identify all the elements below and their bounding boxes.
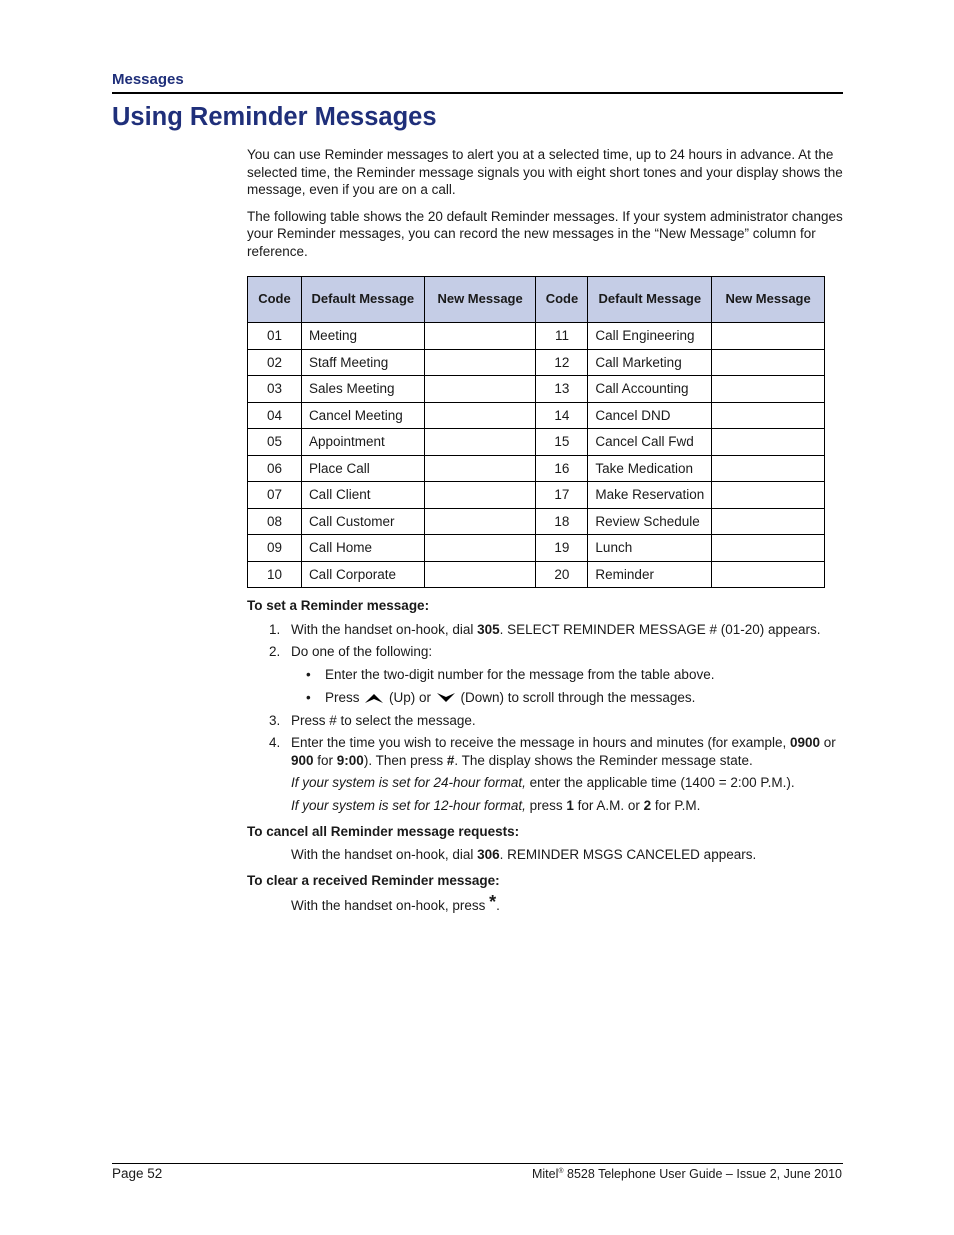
default-message-cell: Reminder [588, 561, 712, 588]
step-text: . [496, 897, 500, 913]
new-message-cell [712, 349, 825, 376]
table-row [248, 376, 825, 403]
code-cell: 17 [536, 482, 588, 509]
table-row [248, 508, 825, 535]
new-message-cell [712, 535, 825, 562]
step-item [247, 621, 847, 639]
header-code: Code [536, 277, 588, 323]
code-cell: 12 [536, 349, 588, 376]
default-message-cell: Meeting [301, 323, 424, 350]
step-text: Enter the time you wish to receive the message in hours and minutes (for example, [291, 735, 790, 750]
list-item [291, 689, 847, 707]
new-message-cell [712, 455, 825, 482]
default-message-cell: Call Corporate [301, 561, 424, 588]
code-cell: 06 [248, 455, 302, 482]
note-text: for A.M. or [573, 797, 644, 813]
step-text: . REMINDER MSGS CANCELED appears. [499, 846, 757, 862]
code-cell: 03 [248, 376, 302, 403]
step-text: Do one of the following: [291, 644, 433, 659]
default-message-cell: Call Marketing [588, 349, 712, 376]
bullet-icon: • [306, 666, 311, 682]
star-key-icon: * [489, 891, 497, 912]
header-default-message: Default Message [588, 277, 712, 323]
step-text: for [313, 752, 337, 768]
table-row [248, 402, 825, 429]
note-text: enter the applicable time (1400 = 2:00 P.M.). [525, 775, 795, 790]
new-message-cell [712, 376, 825, 403]
default-message-cell: Staff Meeting [301, 349, 424, 376]
table-row [248, 323, 825, 350]
code-cell: 01 [248, 323, 302, 350]
code-cell: 09 [248, 535, 302, 562]
new-message-cell [424, 349, 536, 376]
code-cell: 19 [536, 535, 588, 562]
default-message-cell: Review Schedule [588, 508, 712, 535]
key-label: 2 [643, 797, 652, 813]
new-message-cell [424, 402, 536, 429]
new-message-cell [424, 376, 536, 403]
new-message-cell [712, 561, 825, 588]
default-message-cell: Call Client [301, 482, 424, 509]
default-message-cell: Lunch [588, 535, 712, 562]
default-message-cell: Call Accounting [588, 376, 712, 403]
new-message-cell [712, 508, 825, 535]
bullet-icon: • [306, 690, 311, 705]
default-message-cell: Place Call [301, 455, 424, 482]
registered-mark: ® [558, 1167, 564, 1175]
step-text: ). Then press [363, 752, 447, 768]
table-row [248, 482, 825, 509]
brand-name: Mitel [531, 1167, 559, 1181]
bullet-text: Press [325, 690, 364, 705]
dial-code: 306 [477, 846, 500, 862]
header-default-message: Default Message [301, 277, 424, 323]
cancel-reminders-heading: To cancel all Reminder message requests: [247, 824, 520, 839]
code-cell: 16 [536, 455, 588, 482]
code-cell: 20 [536, 561, 588, 588]
cancel-reminders-text [247, 846, 847, 864]
intro-paragraph-2: The following table shows the 20 default Reminder messages. If your system administrator changes your Reminder messages, you can record the new messages in the “New Message” column for reference. [247, 208, 843, 259]
new-message-cell [712, 323, 825, 350]
code-cell: 10 [248, 561, 302, 588]
new-message-cell [424, 508, 536, 535]
key-label: # [446, 752, 455, 768]
note-italic: If your system is set for 12-hour format, [291, 797, 526, 813]
new-message-cell [712, 402, 825, 429]
new-message-cell [424, 535, 536, 562]
note-text: for P.M. [651, 797, 701, 813]
default-message-cell: Sales Meeting [301, 376, 424, 403]
new-message-cell [712, 429, 825, 456]
step-text: . The display shows the Reminder message state. [454, 752, 753, 768]
default-message-cell: Take Medication [588, 455, 712, 482]
default-message-cell: Cancel DND [588, 402, 712, 429]
step-text: Press # to select the message. [291, 712, 476, 728]
clear-reminder-heading: To clear a received Reminder message: [247, 873, 500, 888]
list-item [291, 666, 847, 684]
table-row [248, 535, 825, 562]
table-row [248, 561, 825, 588]
bullet-text: (Down) to scroll through the messages. [456, 690, 696, 705]
step-number: 1. [269, 621, 281, 637]
page-title: Using Reminder Messages [112, 103, 437, 131]
table-row [248, 349, 825, 376]
header-new-message: New Message [712, 277, 825, 323]
code-cell: 08 [248, 508, 302, 535]
default-message-cell: Call Customer [301, 508, 424, 535]
table-row [248, 429, 825, 456]
code-cell: 07 [248, 482, 302, 509]
code-cell: 05 [248, 429, 302, 456]
default-message-cell: Call Home [301, 535, 424, 562]
bullet-text: Enter the two-digit number for the message from the table above. [325, 666, 715, 682]
set-reminder-steps [247, 621, 847, 815]
default-message-cell: Cancel Meeting [301, 402, 424, 429]
header-rule [112, 92, 843, 94]
page-number: Page 52 [112, 1166, 163, 1181]
new-message-cell [712, 482, 825, 509]
bullet-text: (Up) or [385, 690, 435, 705]
header-new-message: New Message [424, 277, 536, 323]
step-text: With the handset on-hook, dial [291, 621, 478, 637]
new-message-cell [424, 429, 536, 456]
default-message-cell: Make Reservation [588, 482, 712, 509]
table-row [248, 455, 825, 482]
example-time: 900 [291, 752, 314, 768]
step-item [247, 643, 847, 707]
step-text: or [820, 735, 836, 750]
code-cell: 11 [536, 323, 588, 350]
new-message-cell [424, 323, 536, 350]
example-time: 0900 [790, 735, 821, 750]
step-number: 4. [269, 735, 281, 750]
code-cell: 02 [248, 349, 302, 376]
code-cell: 04 [248, 402, 302, 429]
code-cell: 15 [536, 429, 588, 456]
note-italic: If your system is set for 24-hour format, [291, 775, 526, 790]
code-cell: 13 [536, 376, 588, 403]
intro [247, 146, 843, 260]
default-message-cell: Cancel Call Fwd [588, 429, 712, 456]
section-label: Messages [112, 71, 184, 88]
step-text: . SELECT REMINDER MESSAGE # (01-20) appears. [499, 621, 821, 637]
footer-document-title [532, 1167, 842, 1181]
step-number: 2. [269, 644, 281, 659]
step-text: With the handset on-hook, press [291, 897, 490, 913]
options-list [291, 666, 847, 707]
default-message-cell: Call Engineering [588, 323, 712, 350]
footer-rule [112, 1163, 843, 1164]
new-message-cell [424, 482, 536, 509]
new-message-cell [424, 561, 536, 588]
example-time: 9:00 [336, 752, 364, 768]
step-item [247, 734, 847, 814]
reminder-messages-table [247, 276, 825, 588]
header-code: Code [248, 277, 302, 323]
table-header-row [248, 277, 825, 323]
set-reminder-heading: To set a Reminder message: [247, 598, 430, 613]
note-24-hour [291, 774, 847, 792]
code-cell: 14 [536, 402, 588, 429]
step-text: With the handset on-hook, dial [291, 846, 478, 862]
note-text: press [525, 797, 567, 813]
default-message-cell: Appointment [301, 429, 424, 456]
step-item [247, 712, 847, 730]
intro-paragraph-1: You can use Reminder messages to alert you at a selected time, up to 24 hours in advance. At the selected time, the Reminder message signals you with eight short tones and your display shows the message, even if you are on a call. [247, 147, 843, 197]
document-title: 8528 Telephone User Guide – Issue 2, June 2010 [563, 1167, 842, 1181]
down-arrow-icon [435, 691, 457, 705]
procedures [247, 597, 847, 914]
step-number: 3. [269, 712, 281, 728]
code-cell: 18 [536, 508, 588, 535]
note-12-hour [291, 797, 847, 815]
dial-code: 305 [477, 621, 500, 637]
up-arrow-icon [363, 691, 385, 705]
clear-reminder-text [247, 891, 847, 915]
key-label: 1 [566, 797, 574, 813]
new-message-cell [424, 455, 536, 482]
